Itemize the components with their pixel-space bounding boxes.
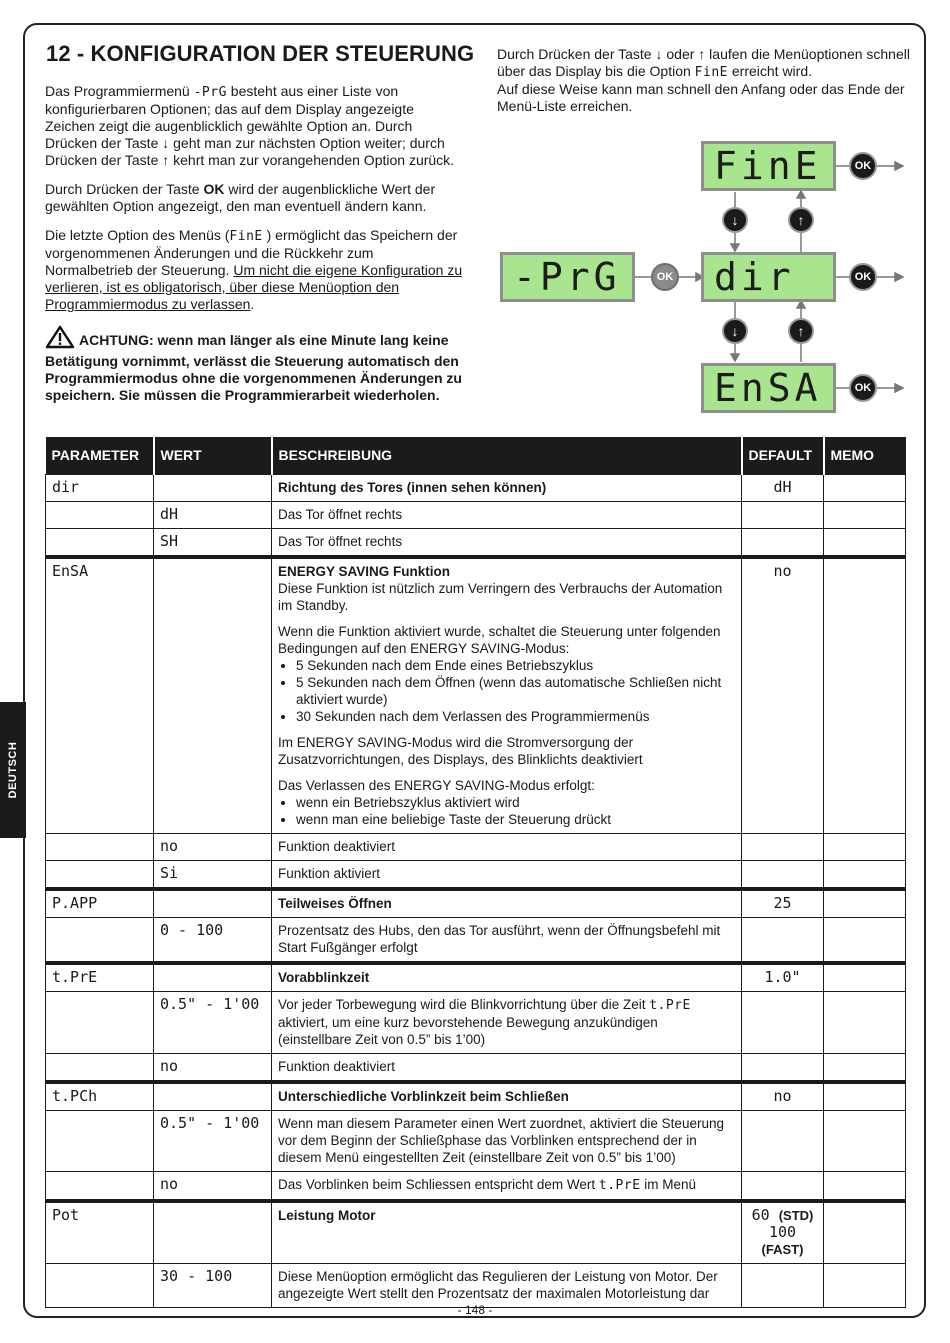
scroll-paragraph: Durch Drücken der Taste ↓ oder ↑ laufen die Menüoptionen schnell über das Display bis die Option FinE erreicht wird.	[497, 46, 910, 80]
header-default: DEFAULT	[742, 437, 824, 475]
ok-button-icon: OK	[651, 263, 679, 291]
intro-paragraph: Das Programmiermenü -PrG besteht aus einer Liste von konfigurierbaren Optionen; das auf dem Display angezeigte Zeichen zeigt die augenblicklich gewählte Option an. Durch Drücken der Taste ↓ geht man zur nächsten Option weiter; durch Drücken der Taste ↑ kehrt man zur vorangehenden Option zurück.	[45, 83, 455, 168]
warning-paragraph: ACHTUNG: wenn man länger als eine Minute lang keine Betätigung vornimmt, verlässt die Steuerung automatisch den Programmiermodus ohne die vorgenommenen Änderungen zu speichern. Sie müssen die Programmierarbeit wiederholen.	[45, 325, 465, 404]
table-row: 0 - 100 Prozentsatz des Hubs, den das Tor ausführt, wenn der Öffnungsbefehl mit Start Fußgänger erfolgt	[46, 918, 906, 964]
display-fine: FinE	[701, 141, 836, 191]
up-arrow-icon: ↑	[788, 207, 814, 233]
table-row: 0.5" - 1'00 Vor jeder Torbewegung wird die Blinkvorrichtung über die Zeit t.PrE aktiviert, um eine kurz bevorstehende Bewegung anzukündigen (einstellbare Zeit von 0.5” bis 1’00)	[46, 992, 906, 1054]
header-parameter: PARAMETER	[46, 437, 154, 475]
ok-button-icon: OK	[849, 263, 877, 291]
header-wert: WERT	[154, 437, 272, 475]
table-row: dir Richtung des Tores (innen sehen können) dH	[46, 475, 906, 502]
table-row: no Das Vorblinken beim Schliessen entspricht dem Wert t.PrE im Menü	[46, 1172, 906, 1202]
language-tab	[0, 702, 26, 838]
table-row: dH Das Tor öffnet rechts	[46, 502, 906, 529]
table-row: Si Funktion aktiviert	[46, 861, 906, 890]
page-number: - 148 -	[457, 1303, 493, 1317]
display-prg: -PrG	[500, 252, 635, 302]
ok-paragraph: Durch Drücken der Taste OK wird der augenblickliche Wert der gewählten Option angezeigt, den man eventuell ändern kann.	[45, 181, 436, 214]
table-header-row	[46, 437, 906, 475]
table-row: 30 - 100 Diese Menüoption ermöglicht das Regulieren der Leistung von Motor. Der angezeigte Wert stellt den Prozentsatz der maximalen Motorleistung dar	[46, 1264, 906, 1308]
header-beschreibung: BESCHREIBUNG	[272, 437, 742, 475]
table-row: no Funktion deaktiviert	[46, 834, 906, 861]
scroll-paragraph-2: Auf diese Weise kann man schnell den Anfang oder das Ende der Menü-Liste erreichen.	[497, 81, 905, 114]
language-tab-label: DEUTSCH	[7, 741, 19, 799]
display-ensa: EnSA	[701, 363, 836, 413]
down-arrow-icon: ↓	[722, 207, 748, 233]
ok-button-icon: OK	[849, 152, 877, 180]
table-row: EnSA ENERGY SAVING Funktion Diese Funktion ist nützlich zum Verringern des Verbrauchs der Automation im Standby. Wenn die Funktion aktiviert wurde, schaltet die Steuerung unter folgenden Bedingungen auf den ENERGY SAVING-Modus: • 5 Sekunden nach dem Ende eines Betriebszyklus • 5 Sekunden nach dem Öffnen (wenn das automatische Schließen nicht aktiviert wurde) • 30 Sekunden nach dem Verlassen des Programmiermenüs Im ENERGY SAVING-Modus wird die Stromversorgung der Zusatzvorrichtungen, des Displays, des Blinklichts deaktiviert Das Verlassen des ENERGY SAVING-Modus erfolgt: • wenn ein Betriebszyklus aktiviert wird • wenn man eine beliebige Taste der Steuerung drückt no	[46, 557, 906, 834]
section-title: 12 - KONFIGURATION DER STEUERUNG	[46, 41, 475, 66]
table-row: SH Das Tor öffnet rechts	[46, 529, 906, 558]
ok-button-icon: OK	[849, 374, 877, 402]
header-memo: MEMO	[824, 437, 906, 475]
down-arrow-icon: ↓	[722, 318, 748, 344]
table-row: no Funktion deaktiviert	[46, 1054, 906, 1083]
fine-paragraph: Die letzte Option des Menüs (FinE ) ermöglicht das Speichern der vorgenommenen Änderungen und die Rückkehr zum Normalbetrieb der Steuerung. Um nicht die eigene Konfiguration zu verlieren, ist es obligatorisch, über diese Menüoption den Programmiermodus zu verlassen.	[45, 227, 463, 312]
table-row: 0.5" - 1'00 Wenn man diesem Parameter einen Wert zuordnet, aktiviert die Steuerung vor dem Beginn der Schließphase das Vorblinken entsprechend der in diesem Menü eingestellten Zeit (einstellbare Zeit von 0.5” bis 1’00)	[46, 1111, 906, 1172]
table-row: Pot Leistung Motor 60 (STD) 100 (FAST)	[46, 1201, 906, 1264]
display-dir: dir	[701, 252, 836, 302]
up-arrow-icon: ↑	[788, 318, 814, 344]
table-row: t.PCh Unterschiedliche Vorblinkzeit beim Schließen no	[46, 1082, 906, 1111]
parameter-table	[45, 437, 906, 1308]
table-row: P.APP Teilweises Öffnen 25	[46, 889, 906, 918]
table-row: t.PrE Vorabblinkzeit 1.0"	[46, 963, 906, 992]
